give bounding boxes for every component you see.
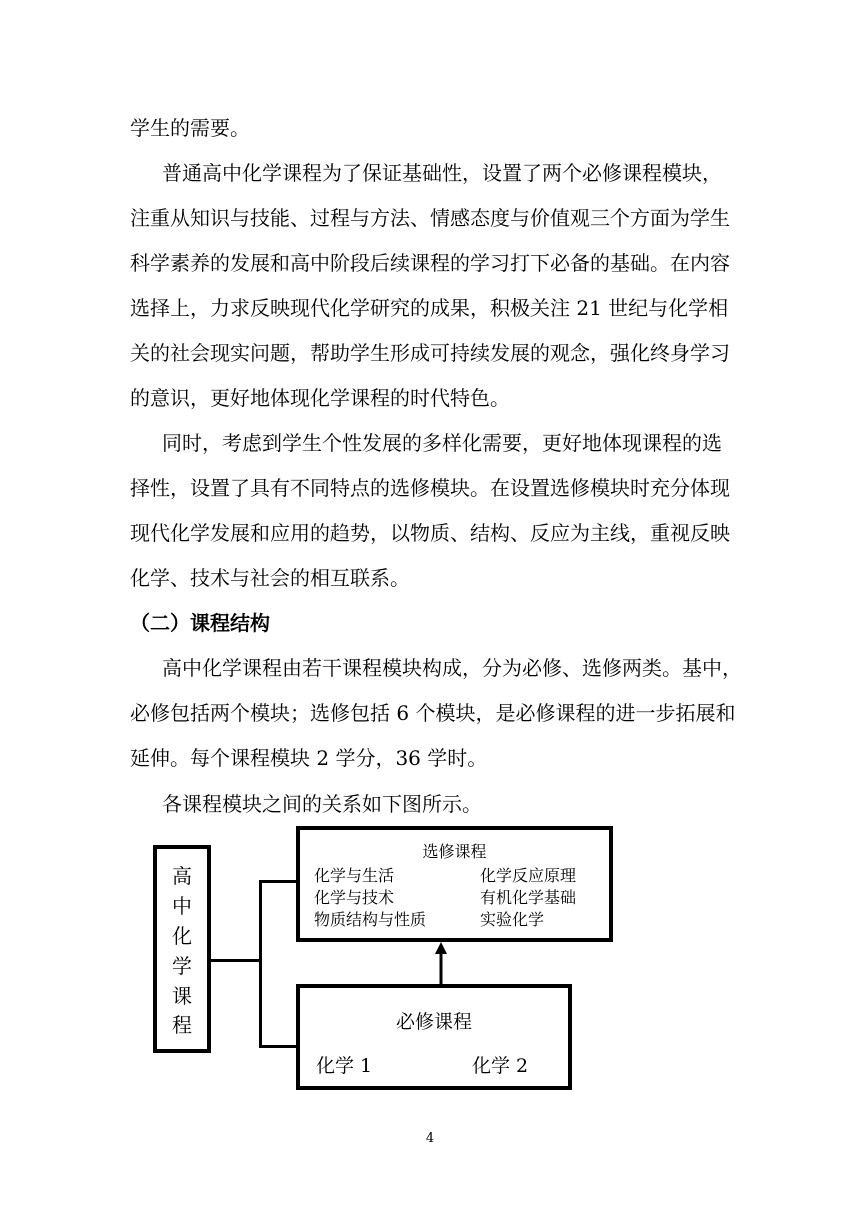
text-line: 化学、技术与社会的相互联系。 xyxy=(130,566,410,590)
connector-root xyxy=(211,959,261,962)
text-line: 高中化学课程由若干课程模块构成，分为必修、选修两类。基中， xyxy=(162,656,742,680)
root-char: 化 xyxy=(172,924,192,948)
connector-to-elective xyxy=(259,880,298,883)
text-line: 延伸。每个课程模块 2 学分，36 学时。 xyxy=(130,746,488,770)
elective-courses-box xyxy=(296,826,613,942)
required-item: 化学 2 xyxy=(472,1055,529,1077)
diagram-intro: 各课程模块之间的关系如下图所示。 xyxy=(162,792,482,816)
text-line: 注重从知识与技能、过程与方法、情感态度与价值观三个方面为学生 xyxy=(130,206,730,230)
required-item: 化学 1 xyxy=(316,1055,373,1077)
elective-item: 化学与技术 xyxy=(314,888,395,907)
section-heading: （二）课程结构 xyxy=(130,611,270,635)
elective-item: 化学反应原理 xyxy=(480,866,577,885)
page-number: 4 xyxy=(425,1131,435,1146)
elective-item: 实验化学 xyxy=(480,910,545,929)
connector-trunk xyxy=(259,880,262,1048)
elective-item: 物质结构与性质 xyxy=(314,910,427,929)
root-char: 学 xyxy=(172,954,192,978)
text-line: 选择上，力求反映现代化学研究的成果，积极关注 21 世纪与化学相 xyxy=(130,296,729,320)
root-char: 中 xyxy=(172,894,192,918)
text-line: 现代化学发展和应用的趋势，以物质、结构、反应为主线，重视反映 xyxy=(130,521,730,545)
connector-to-required xyxy=(259,1045,298,1048)
required-title: 必修课程 xyxy=(395,1011,472,1033)
elective-item: 化学与生活 xyxy=(314,866,395,885)
elective-title: 选修课程 xyxy=(422,842,487,861)
root-box-high-school-chemistry xyxy=(153,845,211,1053)
root-char: 课 xyxy=(172,984,192,1008)
required-courses-box xyxy=(296,984,572,1090)
root-char: 高 xyxy=(172,864,192,888)
text-line: 同时，考虑到学生个性发展的多样化需要，更好地体现课程的选 xyxy=(162,431,722,455)
text-line: 的意识，更好地体现化学课程的时代特色。 xyxy=(130,386,510,410)
text-line: 关的社会现实问题，帮助学生形成可持续发展的观念，强化终身学习 xyxy=(130,341,730,365)
text-line: 科学素养的发展和高中阶段后续课程的学习打下必备的基础。在内容 xyxy=(130,251,730,275)
arrow-up-icon xyxy=(434,942,448,988)
text-line: 必修包括两个模块；选修包括 6 个模块，是必修课程的进一步拓展和 xyxy=(130,701,736,725)
text-line: 择性，设置了具有不同特点的选修模块。在设置选修模块时充分体现 xyxy=(130,476,730,500)
elective-item: 有机化学基础 xyxy=(480,888,577,907)
text-line: 普通高中化学课程为了保证基础性，设置了两个必修课程模块， xyxy=(162,161,722,185)
root-char: 程 xyxy=(172,1013,192,1037)
text-line: 学生的需要。 xyxy=(130,116,250,140)
